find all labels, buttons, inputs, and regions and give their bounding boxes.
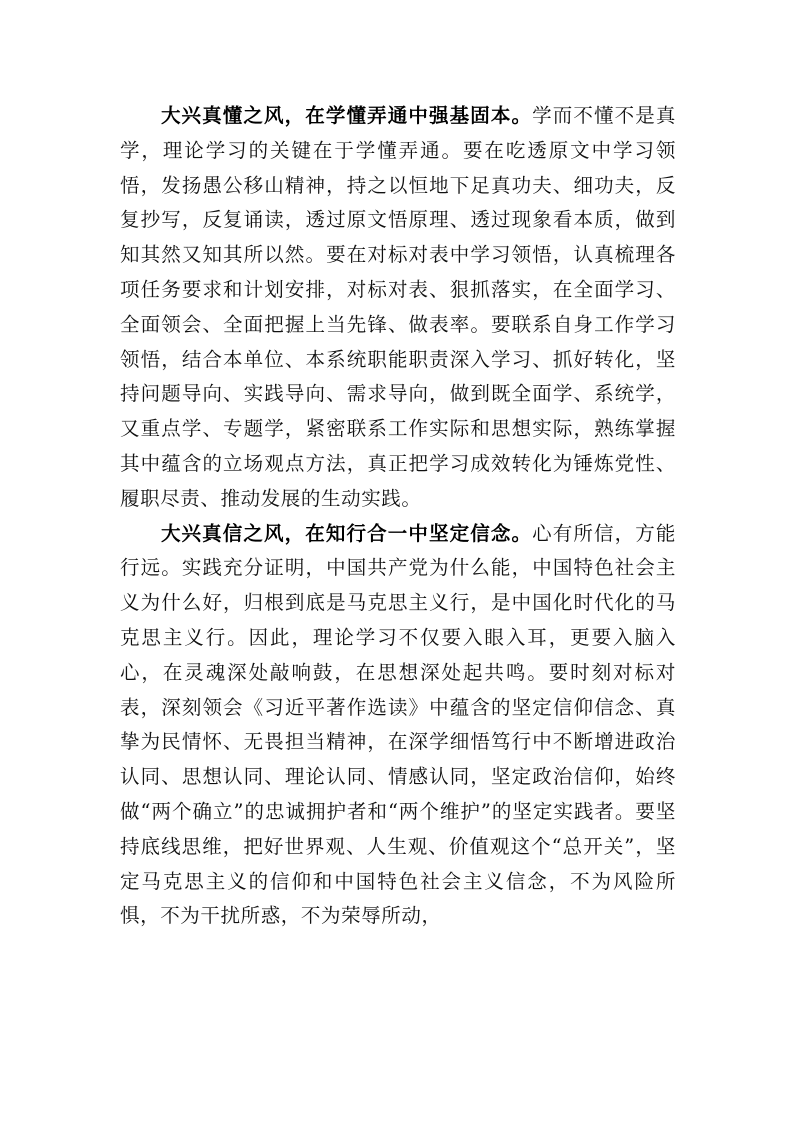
paragraph bbox=[120, 517, 676, 935]
paragraph-text: 学而不懂不是真学，理论学习的关键在于学懂弄通。要在吃透原文中学习领悟，发扬愚公移山精神，持之以恒地下足真功夫、细功夫，反复抄写，反复诵读，透过原文悟原理、透过现象看本质，做到知其然又知其所以然。要在对标对表中学习领悟，认真梳理各项任务要求和计划安排，对标对表、狠抓落实，在全面学习、全面领会、全面把握上当先锋、做表率。要联系自身工作学习领悟，结合本单位、本系统职能职责深入学习、抓好转化，坚持问题导向、实践导向、需求导向，做到既全面学、系统学，又重点学、专题学，紧密联系工作实际和思想实际，熟练掌握其中蕴含的立场观点方法，真正把学习成效转化为锤炼党性、履职尽责、推动发展的生动实践。 bbox=[120, 104, 676, 510]
paragraph-heading: 大兴真信之风，在知行合一中坚定信念。 bbox=[160, 521, 533, 545]
paragraph-heading: 大兴真懂之风，在学懂弄通中强基固本。 bbox=[160, 104, 533, 127]
paragraph bbox=[120, 99, 676, 517]
document-body bbox=[120, 99, 676, 934]
paragraph-text: 心有所信，方能行远。实践充分证明，中国共产党为什么能，中国特色社会主义为什么好，归根到底是马克思主义行，是中国化时代化的马克思主义行。因此，理论学习不仅要入眼入耳，更要入脑入心，在灵魂深处敲响鼓，在思想深处起共鸣。要时刻对标对表，深刻领会《习近平著作选读》中蕴含的坚定信仰信念、真挚为民情怀、无畏担当精神，在深学细悟笃行中不断增进政治认同、思想认同、理论认同、情感认同，坚定政治信仰，始终做“两个确立”的忠诚拥护者和“两个维护”的坚定实践者。要坚持底线思维，把好世界观、人生观、价值观这个“总开关”，坚定马克思主义的信仰和中国特色社会主义信念，不为风险所惧，不为干扰所惑，不为荣辱所动， bbox=[120, 521, 676, 928]
